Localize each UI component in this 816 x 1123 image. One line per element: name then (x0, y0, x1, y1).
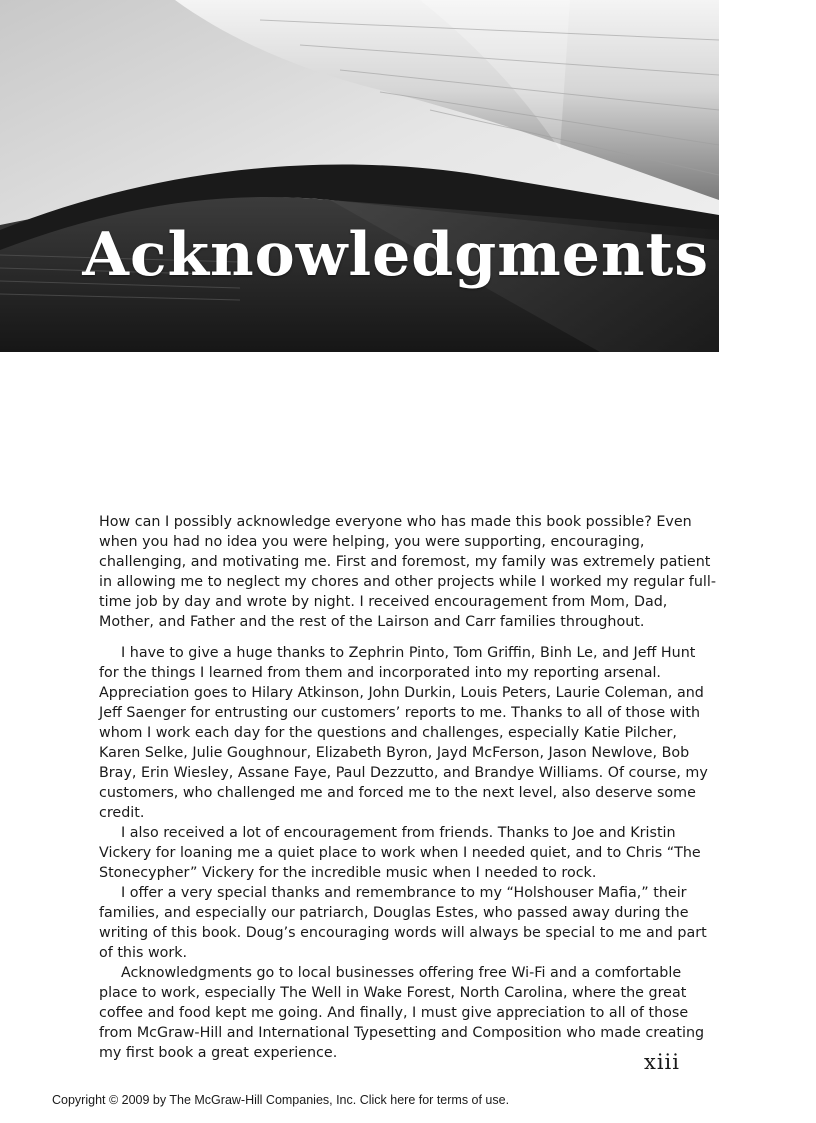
acknowledgments-body (99, 512, 719, 1063)
paragraph-3: I also received a lot of encouragement from friends. Thanks to Joe and Kristin Vickery for loaning me a quiet place to work when I needed quiet, and to Chris “The Stonecypher” Vickery for the incredible music when I needed to rock. (99, 825, 701, 881)
page-number: xiii (644, 1050, 680, 1074)
paragraph-5: Acknowledgments go to local businesses offering free Wi-Fi and a comfortable place to work, especially The Well in Wake Forest, North Carolina, where the great coffee and food kept me going. And finally, I must give appreciation to all of those from McGraw-Hill and International Typesetting and Composition who made creating my first book a great experience. (99, 965, 705, 1061)
chapter-title: Acknowledgments (82, 220, 709, 290)
architectural-photo (0, 0, 719, 352)
copyright-notice[interactable]: Copyright © 2009 by The McGraw-Hill Companies, Inc. Click here for terms of use. (52, 1093, 510, 1107)
paragraph-2: I have to give a huge thanks to Zephrin Pinto, Tom Griffin, Binh Le, and Jeff Hunt for the things I learned from them and incorporated into my reporting arsenal. Appreciation goes to Hilary Atkinson, John Durkin, Louis Peters, Laurie Coleman, and Jeff Saenger for entrusting our customers’ reports to me. Thanks to all of those with whom I work each day for the questions and challenges, especially Katie Pilcher, Karen Selke, Julie Goughnour, Elizabeth Byron, Jayd McFerson, Jason Newlove, Bob Bray, Erin Wiesley, Assane Faye, Paul Dezzutto, and Brandye Williams. Of course, my customers, who challenged me and forced me to the next level, also deserve some credit. (99, 645, 708, 821)
chapter-banner-image (0, 0, 719, 352)
paragraph-1: How can I possibly acknowledge everyone who has made this book possible? Even when you had no idea you were helping, you were supporting, encouraging, challenging, and motivating me. First and foremost, my family was extremely patient in allowing me to neglect my chores and other projects while I worked my regular full-time job by day and wrote by night. I received encouragement from Mom, Dad, Mother, and Father and the rest of the Lairson and Carr families throughout. (99, 514, 716, 630)
paragraph-4: I offer a very special thanks and remembrance to my “Holshouser Mafia,” their families, and especially our patriarch, Douglas Estes, who passed away during the writing of this book. Doug’s encouraging words will always be special to me and part of this work. (99, 885, 707, 961)
